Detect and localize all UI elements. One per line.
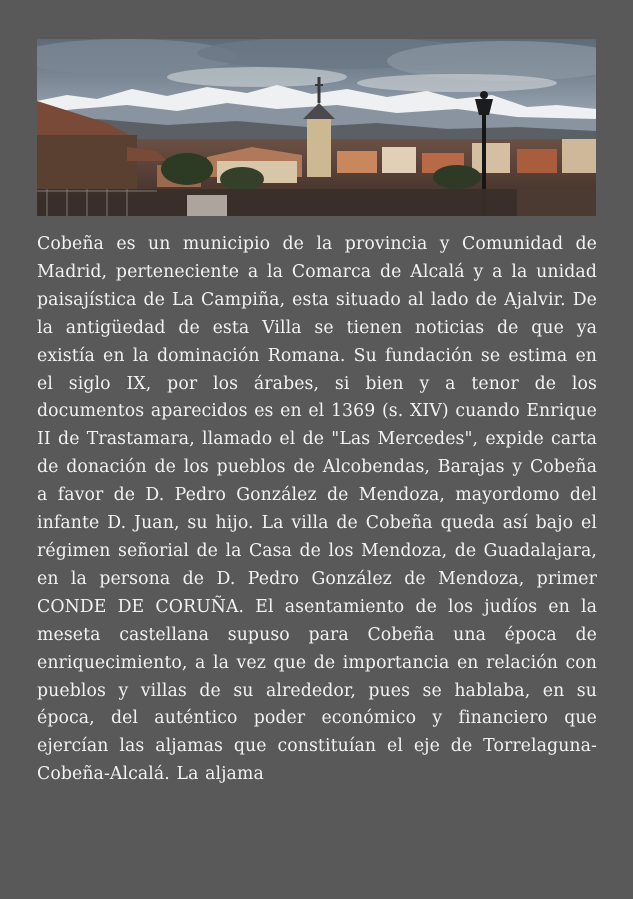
article-body: Cobeña es un municipio de la provincia y Comunidad de Madrid, perteneciente a la Comarca de Alcalá y a la unidad paisajística de La Campiña, esta situado al lado de Ajalvir. De la antigüedad de esta Villa se tienen noticias de que ya existía en la dominación Romana. Su fundación se estima en el siglo IX, por los árabes, si bien y a tenor de los documentos aparecidos es en el 1369 (s. XIV) cuando Enrique II de Trastamara, llamado el de "Las Mercedes", expide carta de donación de los pueblos de Alcobendas, Barajas y Cobeña a favor de D. Pedro González de Mendoza, mayordomo del infante D. Juan, su hijo. La villa de Cobeña queda así bajo el régimen señorial de la Casa de los Mendoza, de Guadalajara, en la persona de D. Pedro González de Mendoza, primer CONDE DE CORUÑA. El asentamiento de los judíos en la meseta castellana supuso para Cobeña una época de enriquecimiento, a la vez que de importancia en relación con pueblos y villas de su alrededor, pues se hablaba, en su época, del auténtico poder económico y financiero que ejercían las aljamas que constituían el eje de Torrelaguna-Cobeña-Alcalá. La aljama — [37, 234, 597, 785]
town-panorama-image — [37, 39, 596, 216]
town-photo — [37, 39, 596, 216]
